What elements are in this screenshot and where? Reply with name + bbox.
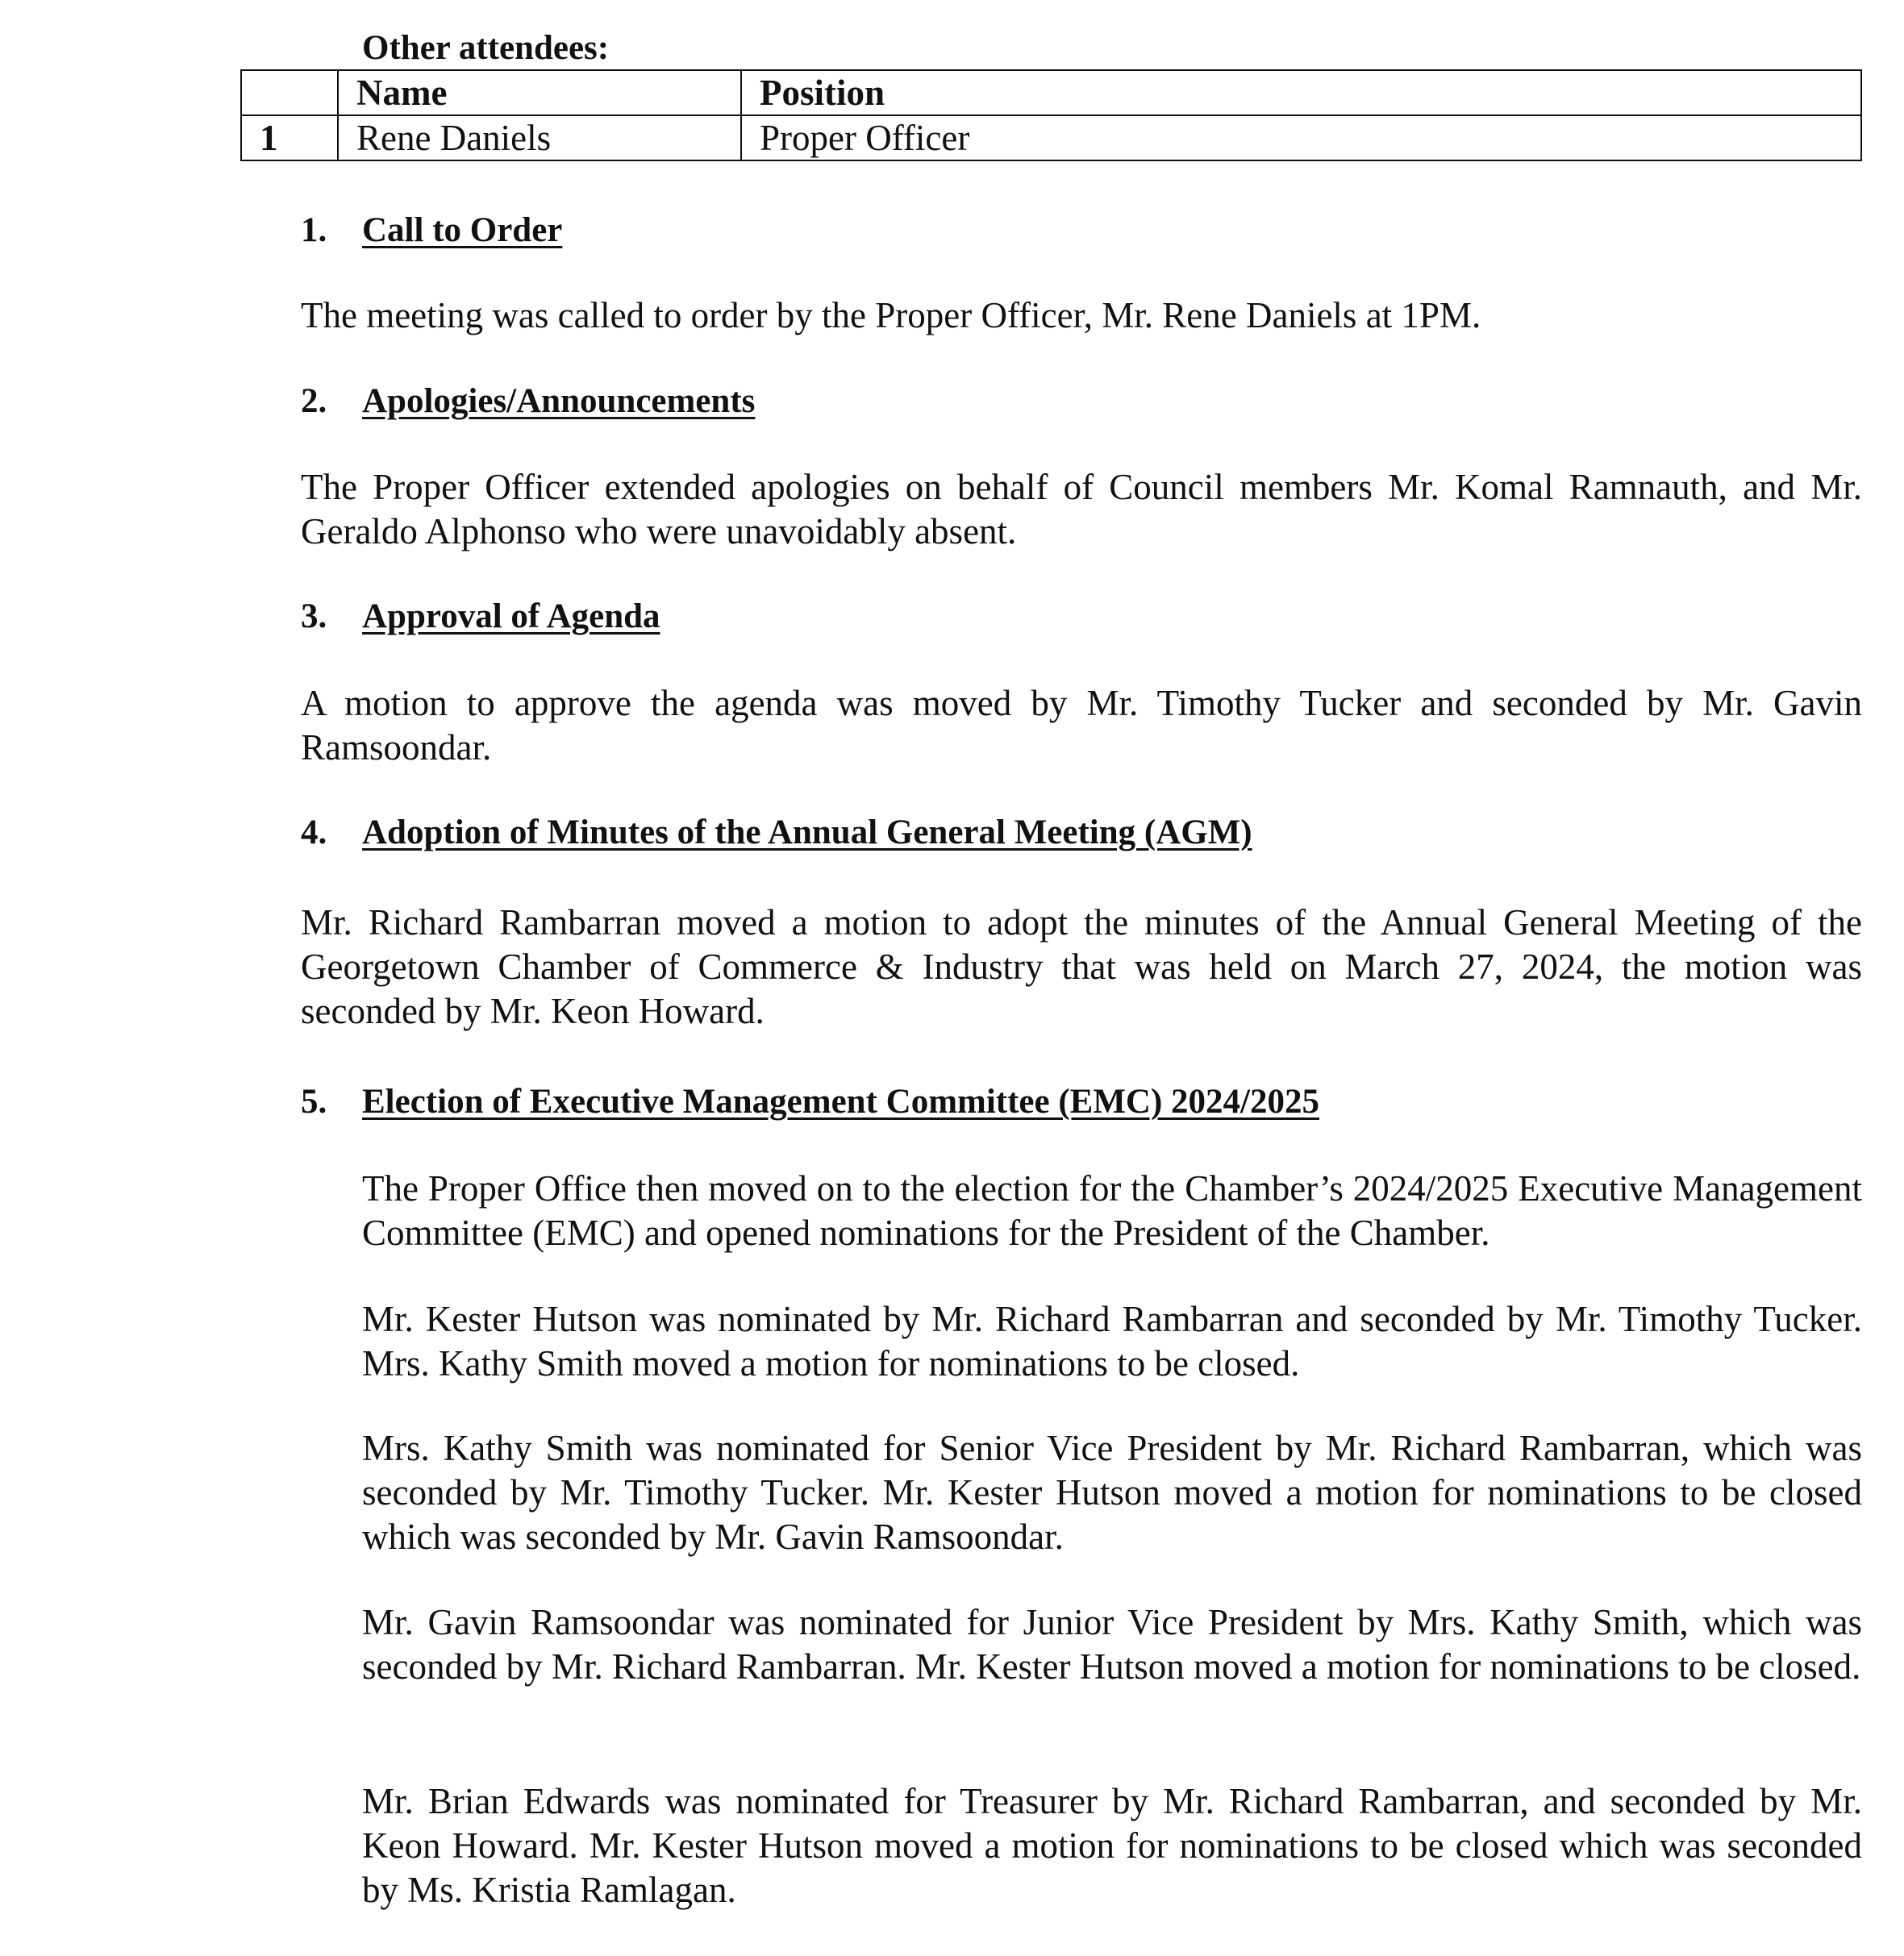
section-number: 5. <box>301 1083 327 1121</box>
paragraph-call-to-order: The meeting was called to order by the Proper Officer, Mr. Rene Daniels at 1PM. <box>301 295 1481 335</box>
paragraph-apologies: The Proper Officer extended apologies on behalf of Council members Mr. Komal Ramnauth, and Mr. Geraldo Alphonso who were unavoidably absent. <box>301 467 1862 551</box>
section-title: Adoption of Minutes of the Annual General Meeting (AGM) <box>362 814 1252 851</box>
section-heading-approval-of-agenda <box>301 594 660 639</box>
section-title: Apologies/Announcements <box>362 382 756 420</box>
paragraph-junior-vice-president-nomination: Mr. Gavin Ramsoondar was nominated for Junior Vice President by Mrs. Kathy Smith, which was seconded by Mr. Richard Rambarran. Mr. Kester Hutson moved a motion for nominations to be closed. <box>362 1602 1862 1687</box>
attendee-name: Rene Daniels <box>338 115 741 160</box>
attendees-heading: Other attendees: <box>362 29 610 67</box>
attendees-table <box>240 69 1862 161</box>
section-number: 1. <box>301 211 327 249</box>
column-header-position: Position <box>741 70 1861 115</box>
paragraph-approval-of-agenda: A motion to approve the agenda was moved by Mr. Timothy Tucker and seconded by Mr. Gavin Ramsoondar. <box>301 683 1862 768</box>
paragraph-election-intro: The Proper Office then moved on to the election for the Chamber’s 2024/2025 Executive Management Committee (EMC) and opened nominations for the President of the Chamber. <box>362 1168 1862 1253</box>
section-heading-apologies <box>301 379 755 424</box>
column-header-number <box>241 70 338 115</box>
section-title: Approval of Agenda <box>362 597 660 635</box>
section-number: 2. <box>301 382 327 420</box>
column-header-name: Name <box>338 70 741 115</box>
section-title: Election of Executive Management Committee (EMC) 2024/2025 <box>362 1083 1319 1121</box>
section-number: 4. <box>301 814 327 851</box>
section-title: Call to Order <box>362 211 563 249</box>
paragraph-adoption-of-minutes: Mr. Richard Rambarran moved a motion to adopt the minutes of the Annual General Meeting of the Georgetown Chamber of Commerce & Industry that was held on March 27, 2024, the motion was seconded by Mr. Keon Howard. <box>301 902 1862 1031</box>
table-row <box>241 115 1861 160</box>
attendees-header-row <box>241 70 1861 115</box>
section-number: 3. <box>301 597 327 635</box>
section-heading-adoption-of-minutes <box>301 810 1252 855</box>
paragraph-treasurer-nomination: Mr. Brian Edwards was nominated for Treasurer by Mr. Richard Rambarran, and seconded by Mr. Keon Howard. Mr. Kester Hutson moved a motion for nominations to be closed which was seconded by Ms. Kristia Ramlagan. <box>362 1781 1862 1910</box>
section-heading-election-emc <box>301 1080 1319 1125</box>
section-heading-call-to-order <box>301 208 562 253</box>
attendee-position: Proper Officer <box>741 115 1861 160</box>
attendee-number: 1 <box>241 115 338 160</box>
paragraph-president-nomination: Mr. Kester Hutson was nominated by Mr. Richard Rambarran and seconded by Mr. Timothy Tucker. Mrs. Kathy Smith moved a motion for nominations to be closed. <box>362 1299 1862 1384</box>
paragraph-senior-vice-president-nomination: Mrs. Kathy Smith was nominated for Senior Vice President by Mr. Richard Rambarran, which was seconded by Mr. Timothy Tucker. Mr. Kester Hutson moved a motion for nominations to be closed which was seconded by Mr. Gavin Ramsoondar. <box>362 1428 1862 1557</box>
